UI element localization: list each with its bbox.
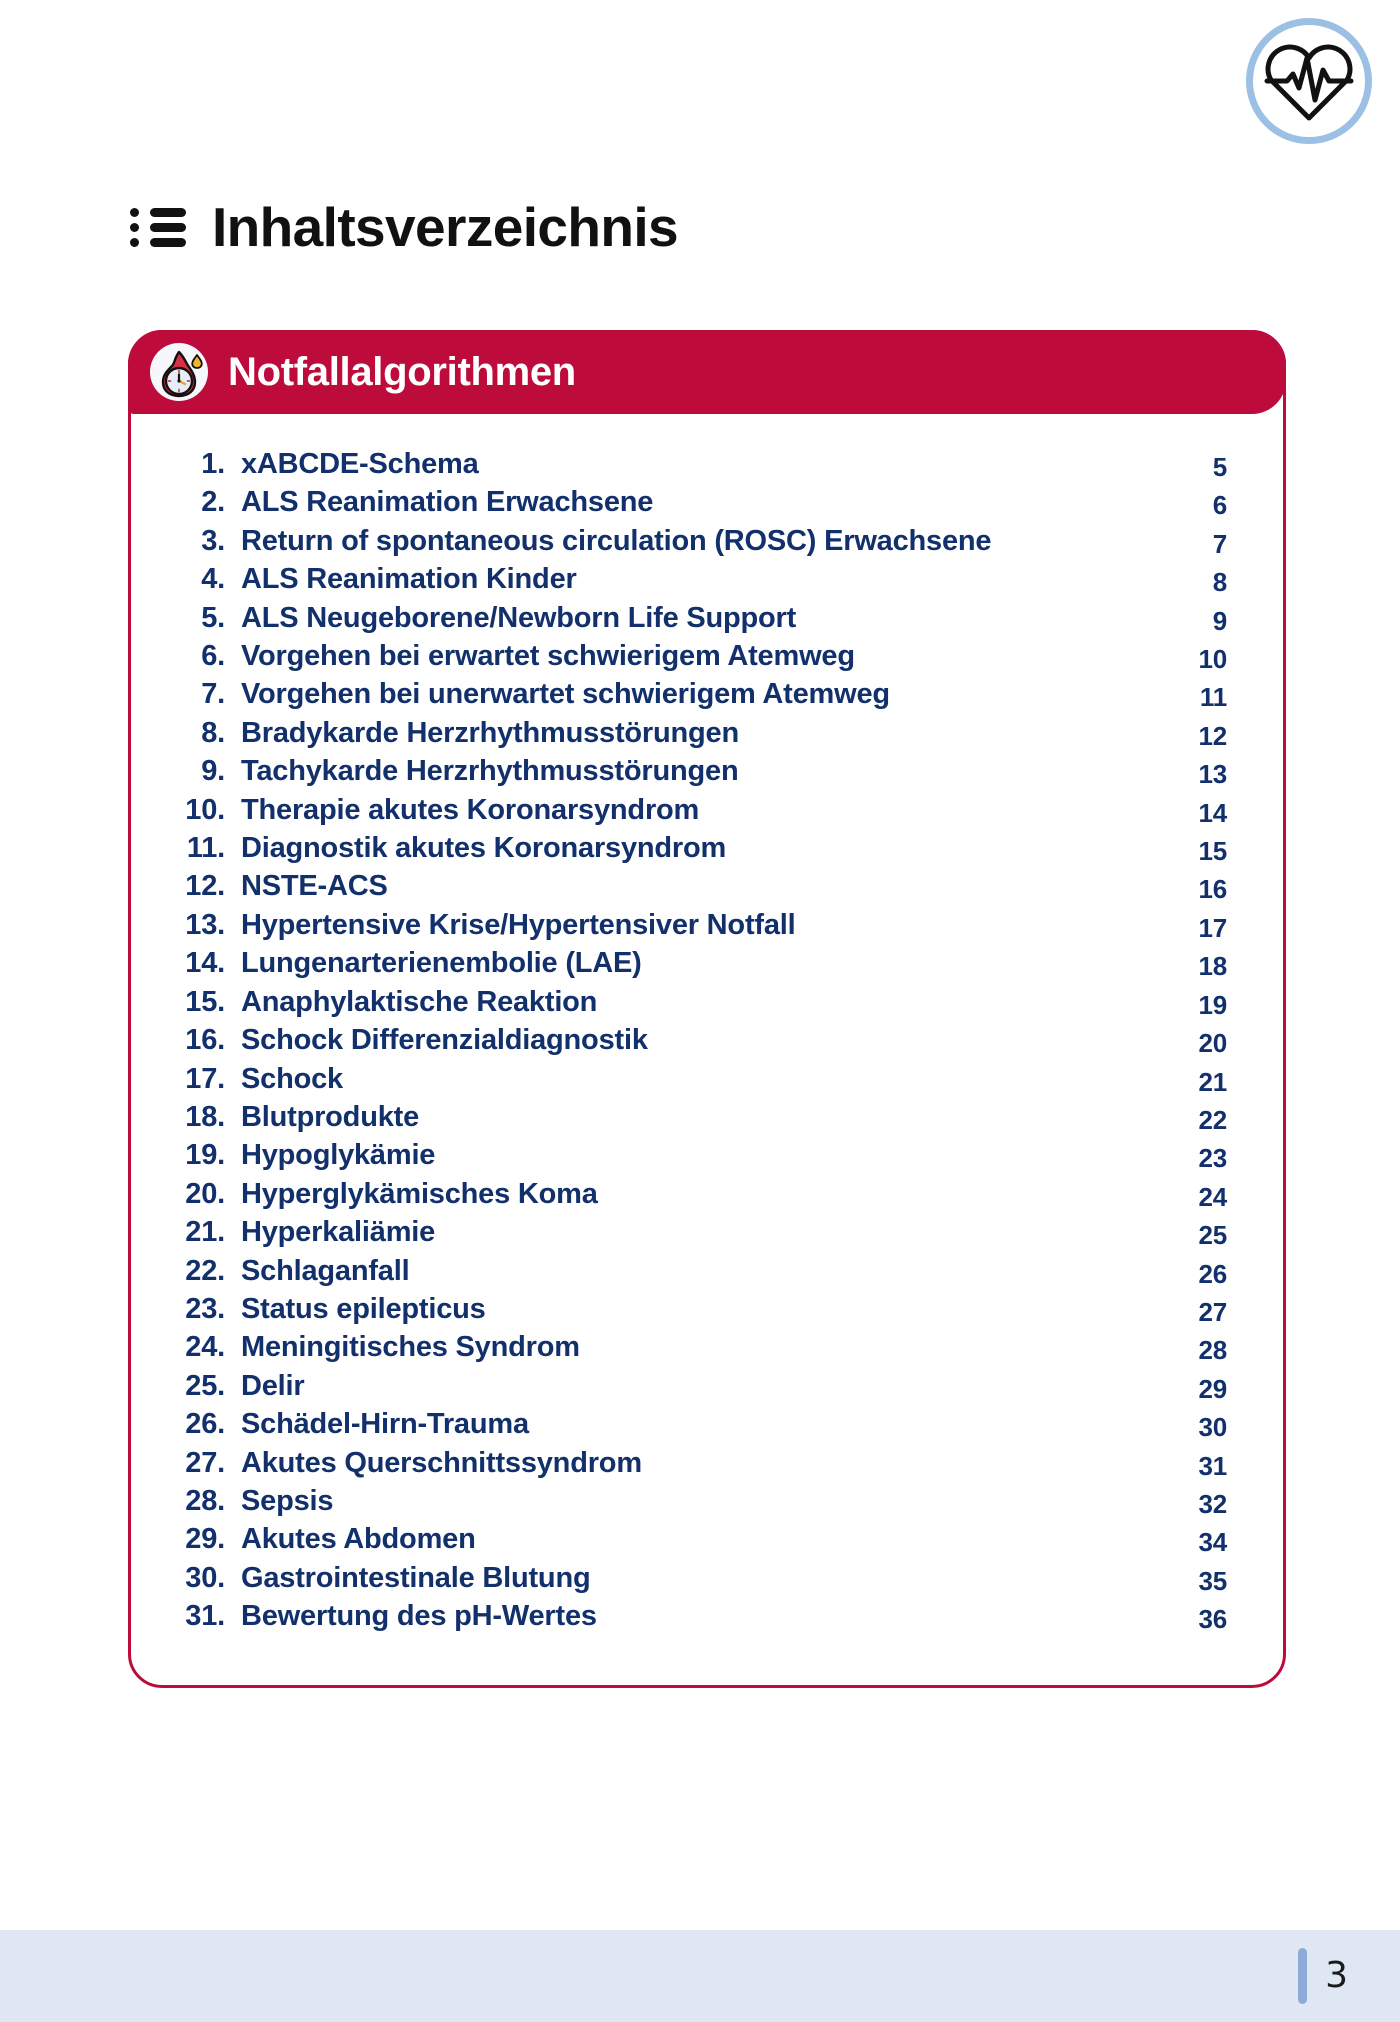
toc-entry[interactable] <box>169 1063 1227 1097</box>
toc-card <box>128 330 1286 1688</box>
page-footer <box>0 1930 1400 2022</box>
toc-entry[interactable] <box>169 678 1227 712</box>
toc-entry-label: ALS Neugeborene/Newborn Life Support <box>241 601 797 634</box>
toc-entry-page: 25 <box>1198 1220 1227 1251</box>
toc-entry-number: 29. <box>185 1523 225 1556</box>
section-banner <box>128 330 1286 414</box>
toc-entry[interactable] <box>169 717 1227 751</box>
list-icon <box>130 206 186 250</box>
toc-entry-label: Sepsis <box>241 1484 334 1517</box>
toc-entry[interactable] <box>169 448 1227 482</box>
toc-entry-page: 27 <box>1198 1296 1227 1327</box>
toc-entry-label: Schock Differenzialdiagnostik <box>241 1024 648 1057</box>
toc-entry[interactable] <box>169 1293 1227 1327</box>
toc-entry[interactable] <box>169 1370 1227 1404</box>
toc-entry-page: 22 <box>1198 1104 1227 1135</box>
toc-entry-number: 22. <box>185 1254 225 1287</box>
footer-page-number: 3 <box>1325 1955 1348 1996</box>
toc-entry-page: 8 <box>1212 567 1227 598</box>
toc-entry[interactable] <box>169 947 1227 981</box>
toc-entry-number: 9. <box>201 755 225 788</box>
toc-entry-number: 6. <box>201 640 225 673</box>
toc-entry-page: 7 <box>1212 528 1227 559</box>
toc-entry-label: Bradykarde Herzrhythmusstörungen <box>241 716 739 749</box>
toc-entry-page: 10 <box>1198 644 1227 675</box>
brand-logo <box>1246 18 1372 144</box>
toc-entry-page: 32 <box>1198 1488 1227 1519</box>
toc-entry[interactable] <box>169 1447 1227 1481</box>
toc-entry-page: 21 <box>1198 1066 1227 1097</box>
toc-entry-number: 19. <box>185 1139 225 1172</box>
toc-entry[interactable] <box>169 563 1227 597</box>
toc-entry-label: Gastrointestinale Blutung <box>241 1561 591 1594</box>
toc-entry-number: 13. <box>185 908 225 941</box>
toc-entry-label: Hypertensive Krise/Hypertensiver Notfall <box>241 908 796 941</box>
toc-entry-label: Therapie akutes Koronarsyndrom <box>241 793 700 826</box>
toc-entry-label: Hyperglykämisches Koma <box>241 1177 598 1210</box>
toc-entry-label: Delir <box>241 1369 305 1402</box>
flame-clock-drop-icon <box>150 343 208 401</box>
toc-entry-label: Schädel-Hirn-Trauma <box>241 1408 529 1441</box>
toc-entry-label: Schock <box>241 1062 343 1095</box>
toc-entry-page: 13 <box>1198 759 1227 790</box>
toc-entry-number: 1. <box>201 448 225 480</box>
toc-entry-page: 16 <box>1198 874 1227 905</box>
toc-entry-label: Hyperkaliämie <box>241 1216 436 1249</box>
toc-entry[interactable] <box>169 602 1227 636</box>
toc-entry-page: 12 <box>1198 720 1227 751</box>
toc-entry[interactable] <box>169 1255 1227 1289</box>
toc-entry-number: 15. <box>185 985 225 1018</box>
toc-entry-number: 25. <box>185 1369 225 1402</box>
toc-entry-label: xABCDE-Schema <box>241 448 479 480</box>
toc-entry[interactable] <box>169 794 1227 828</box>
toc-entry-number: 8. <box>201 716 225 749</box>
toc-entry-page: 11 <box>1199 682 1227 713</box>
toc-entry-number: 23. <box>185 1292 225 1325</box>
toc-entry-page: 6 <box>1212 490 1227 521</box>
toc-entry-number: 4. <box>201 563 225 596</box>
toc-entry[interactable] <box>169 832 1227 866</box>
toc-entry-number: 16. <box>185 1024 225 1057</box>
toc-entry[interactable] <box>169 1024 1227 1058</box>
toc-entry-number: 26. <box>185 1408 225 1441</box>
toc-entry[interactable] <box>169 1562 1227 1596</box>
toc-entry-number: 7. <box>201 678 225 711</box>
toc-entry-page: 31 <box>1198 1450 1227 1481</box>
toc-entry[interactable] <box>169 1139 1227 1173</box>
section-title: Notfallalgorithmen <box>228 350 576 394</box>
toc-entry-number: 12. <box>185 870 225 903</box>
footer-divider-bar <box>1298 1948 1307 2004</box>
footer-page-indicator <box>1298 1930 1348 2022</box>
toc-entry-list <box>131 414 1283 1685</box>
heart-ecg-icon <box>1246 18 1372 144</box>
toc-entry-number: 17. <box>185 1062 225 1095</box>
toc-entry-label: ALS Reanimation Erwachsene <box>241 486 654 519</box>
toc-entry-number: 10. <box>185 793 225 826</box>
toc-entry-label: Vorgehen bei erwartet schwierigem Atemweg <box>241 640 855 673</box>
toc-entry-label: Tachykarde Herzrhythmusstörungen <box>241 755 739 788</box>
toc-entry[interactable] <box>169 486 1227 520</box>
toc-entry-number: 28. <box>185 1484 225 1517</box>
toc-entry-page: 34 <box>1198 1527 1227 1558</box>
toc-entry[interactable] <box>169 1600 1227 1634</box>
toc-entry-label: Anaphylaktische Reaktion <box>241 985 598 1018</box>
toc-entry[interactable] <box>169 1101 1227 1135</box>
toc-entry-label: Akutes Abdomen <box>241 1523 476 1556</box>
toc-entry-label: Status epilepticus <box>241 1292 486 1325</box>
toc-entry-page: 18 <box>1198 951 1227 982</box>
toc-entry-page: 29 <box>1198 1373 1227 1404</box>
toc-entry-page: 14 <box>1198 797 1227 828</box>
toc-entry-number: 30. <box>185 1561 225 1594</box>
toc-entry-page: 28 <box>1198 1335 1227 1366</box>
toc-entry-number: 24. <box>185 1331 225 1364</box>
toc-entry-page: 26 <box>1198 1258 1227 1289</box>
toc-entry-page: 35 <box>1198 1565 1227 1596</box>
toc-entry-number: 14. <box>185 947 225 980</box>
toc-entry-label: Hypoglykämie <box>241 1139 436 1172</box>
toc-entry-number: 18. <box>185 1100 225 1133</box>
toc-entry-page: 15 <box>1198 836 1227 867</box>
toc-entry-label: Diagnostik akutes Koronarsyndrom <box>241 832 727 865</box>
page-title: Inhaltsverzeichnis <box>212 196 679 258</box>
toc-entry-page: 23 <box>1198 1143 1227 1174</box>
toc-entry[interactable] <box>169 640 1227 674</box>
toc-entry-label: Return of spontaneous circulation (ROSC) Erwachsene <box>241 524 992 557</box>
toc-entry-page: 9 <box>1212 605 1227 636</box>
toc-entry-label: Lungenarterienembolie (LAE) <box>241 947 642 980</box>
toc-entry[interactable] <box>169 870 1227 904</box>
toc-entry-page: 36 <box>1198 1604 1227 1635</box>
toc-entry-label: Vorgehen bei unerwartet schwierigem Atemweg <box>241 678 890 711</box>
toc-entry-label: Schlaganfall <box>241 1254 410 1287</box>
toc-entry-label: Meningitisches Syndrom <box>241 1331 580 1364</box>
toc-entry[interactable] <box>169 1331 1227 1365</box>
toc-entry[interactable] <box>169 1216 1227 1250</box>
toc-entry[interactable] <box>169 755 1227 789</box>
toc-entry-page: 24 <box>1198 1181 1227 1212</box>
toc-entry[interactable] <box>169 1408 1227 1442</box>
toc-entry-page: 5 <box>1212 452 1227 482</box>
page-header <box>130 196 679 258</box>
toc-entry-number: 31. <box>185 1600 225 1633</box>
toc-entry-number: 27. <box>185 1446 225 1479</box>
toc-entry-label: ALS Reanimation Kinder <box>241 563 577 596</box>
toc-entry-page: 17 <box>1198 912 1227 943</box>
toc-entry-number: 21. <box>185 1216 225 1249</box>
toc-entry-number: 11. <box>186 832 225 865</box>
toc-entry[interactable] <box>169 1523 1227 1557</box>
toc-entry[interactable] <box>169 1485 1227 1519</box>
toc-entry-page: 19 <box>1198 989 1227 1020</box>
toc-entry[interactable] <box>169 986 1227 1020</box>
toc-entry-label: Akutes Querschnittssyndrom <box>241 1446 642 1479</box>
toc-entry-label: Bewertung des pH-Wertes <box>241 1600 597 1633</box>
toc-entry-label: Blutprodukte <box>241 1100 420 1133</box>
toc-entry-page: 30 <box>1198 1412 1227 1443</box>
toc-entry-label: NSTE-ACS <box>241 870 388 903</box>
toc-entry[interactable] <box>169 1178 1227 1212</box>
toc-entry[interactable] <box>169 909 1227 943</box>
toc-entry-page: 20 <box>1198 1028 1227 1059</box>
toc-entry[interactable] <box>169 525 1227 559</box>
toc-entry-number: 20. <box>185 1177 225 1210</box>
toc-entry-number: 5. <box>201 601 225 634</box>
toc-entry-number: 3. <box>201 524 225 557</box>
toc-entry-number: 2. <box>201 486 225 519</box>
